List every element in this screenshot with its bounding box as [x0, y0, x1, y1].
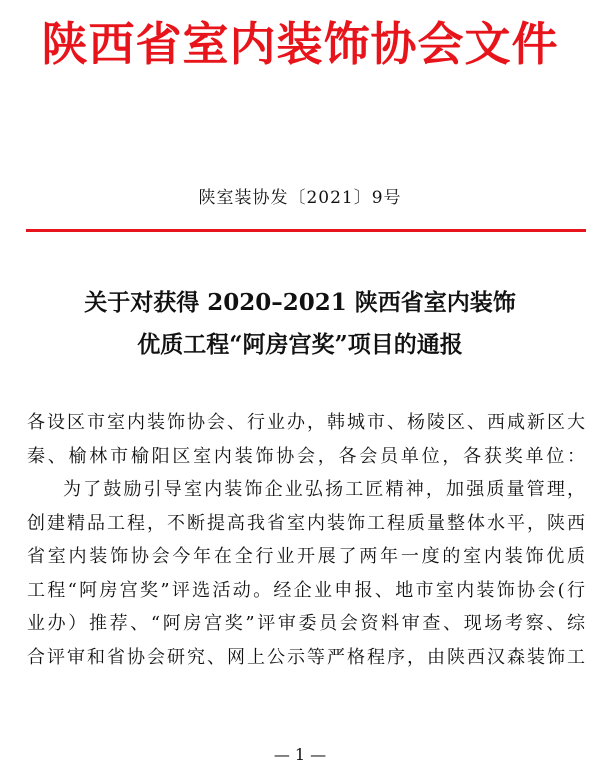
- notice-body: [27, 406, 585, 674]
- body-line: 秦、榆林市榆阳区室内装饰协会，各会员单位，各获奖单位：: [27, 445, 585, 467]
- document-masthead: 陕西省室内装饰协会文件: [41, 17, 559, 71]
- body-line: 业办）推荐、“阿房宫奖”评审委员会资料审查、现场考察、综: [27, 613, 585, 634]
- body-line: 创建精品工程，不断提高我省室内装饰工程质量整体水平，陕西: [27, 512, 585, 534]
- body-line: 省室内装饰协会今年在全行业开展了两年一度的室内装饰优质: [27, 546, 585, 567]
- body-line: 为了鼓励引导室内装饰企业弘扬工匠精神，加强质量管理，: [63, 479, 585, 500]
- notice-title-line-1: 关于对获得 2020–2021 陕西省室内装饰: [84, 289, 516, 316]
- body-line: 工程“阿房宫奖”评选活动。经企业申报、地市室内装饰协会(行: [27, 579, 585, 601]
- page-number: — 1 —: [273, 745, 327, 764]
- red-divider-line: [26, 229, 586, 232]
- body-line: 各设区市室内装饰协会、行业办，韩城市、杨陵区、西咸新区大: [27, 412, 585, 433]
- document-number: 陕室装协发〔2021〕9号: [198, 188, 402, 208]
- notice-title: [0, 282, 600, 366]
- notice-title-line-2: 优质工程“阿房宫奖”项目的通报: [137, 331, 463, 358]
- body-line: 合评审和省协会研究、网上公示等严格程序，由陕西汉森装饰工: [27, 646, 585, 668]
